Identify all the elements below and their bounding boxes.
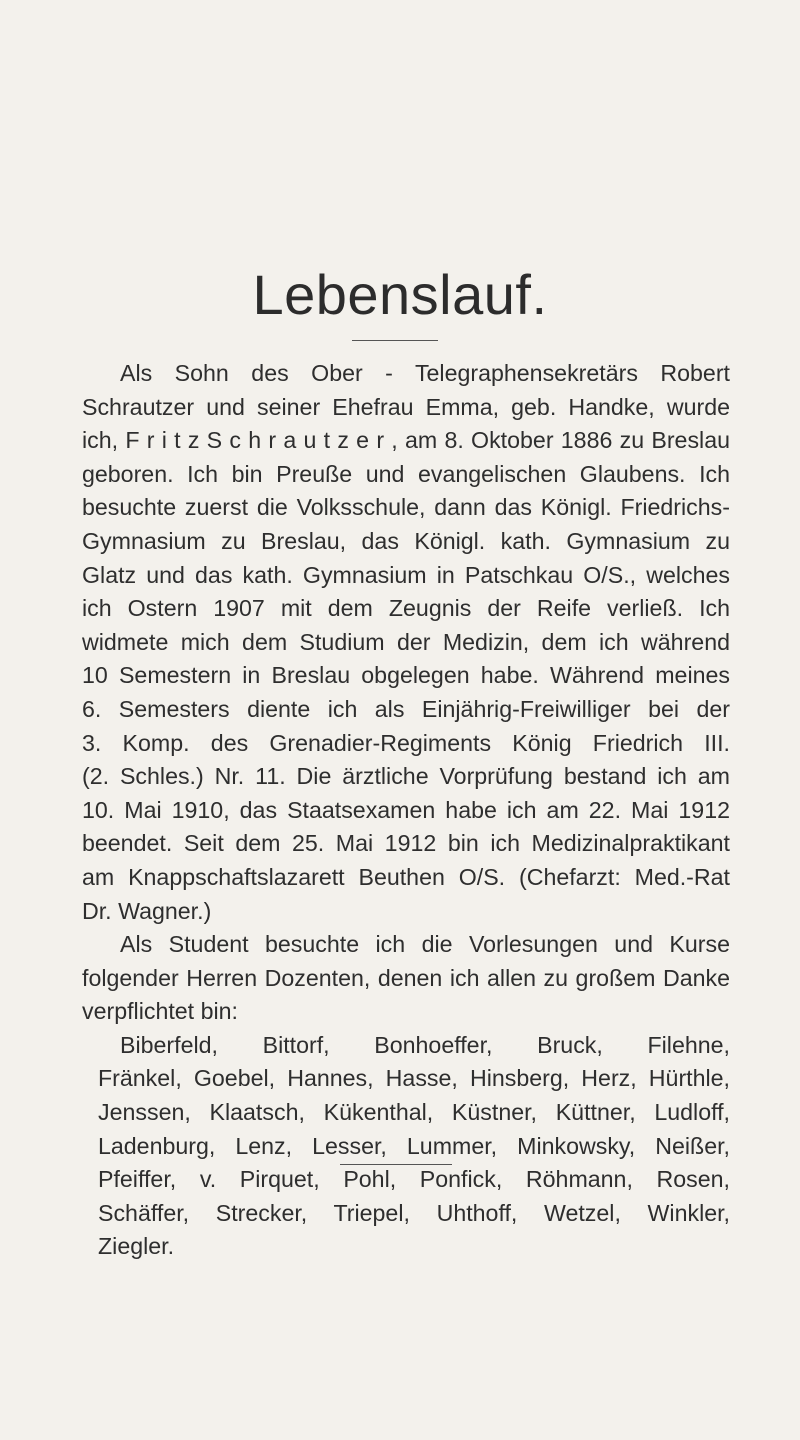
text-line: verpflichtet bin: [82,998,238,1025]
text-line: beendet. Seit dem 25. Mai 1912 bin ich Medizinalpraktikant [82,830,730,857]
text-line: ich Ostern 1907 mit dem Zeugnis der Reife verließ. Ich [82,595,730,622]
text-line: Dr. Wagner.) [82,897,212,924]
lecturer-names-line: Schäffer, Strecker, Triepel, Uhthoff, Wetzel, Winkler, [98,1199,730,1226]
text-line: folgender Herren Dozenten, denen ich allen zu großem Danke [82,964,730,991]
text-line: 3. Komp. des Grenadier-Regiments König Friedrich III. [82,729,730,756]
lecturer-names-line: Ziegler. [98,1233,175,1260]
text-line: Glatz und das kath. Gymnasium in Patschkau O/S., welches [82,561,730,588]
lecturer-names-line: Ladenburg, Lenz, Lesser, Lummer, Minkowsky, Neißer, [98,1132,730,1159]
title-divider [352,340,438,341]
lecturer-names-line: Fränkel, Goebel, Hannes, Hasse, Hinsberg, Herz, Hürthle, [98,1065,730,1092]
text-line: Als Student besuchte ich die Vorlesungen und Kurse [120,931,730,958]
document-title: Lebenslauf. [252,263,548,326]
text-line: am Knappschaftslazarett Beuthen O/S. (Chefarzt: Med.-Rat [82,863,730,890]
text-line: (2. Schles.) Nr. 11. Die ärztliche Vorprüfung bestand ich am [82,763,730,790]
lecturer-names-line: Pfeiffer, v. Pirquet, Pohl, Ponfick, Röhmann, Rosen, [98,1166,730,1193]
text-line: Schrautzer und seiner Ehefrau Emma, geb. Handke, wurde [82,393,730,420]
text-line: 6. Semesters diente ich als Einjährig-Freiwilliger bei der [82,695,730,722]
text-line: 10 Semestern in Breslau obgelegen habe. Während meines [82,662,730,689]
text-line: widmete mich dem Studium der Medizin, dem ich während [82,628,730,655]
text-line: besuchte zuerst die Volksschule, dann das Königl. Friedrichs- [82,494,730,521]
text-line: 10. Mai 1910, das Staatsexamen habe ich am 22. Mai 1912 [82,796,730,823]
lecturer-names-line: Jenssen, Klaatsch, Kükenthal, Küstner, Küttner, Ludloff, [98,1099,730,1126]
text-line: Gymnasium zu Breslau, das Königl. kath. Gymnasium zu [82,527,730,554]
text-line: Als Sohn des Ober - Telegraphensekretärs Robert [120,360,730,386]
text-line: ich, F r i t z S c h r a u t z e r , am 8. Oktober 1886 zu Breslau [82,427,730,454]
closing-divider [340,1164,452,1165]
biography-text [82,357,730,1264]
lecturer-names-line: Biberfeld, Bittorf, Bonhoeffer, Bruck, Filehne, [120,1031,730,1058]
text-line: geboren. Ich bin Preuße und evangelischen Glaubens. Ich [82,460,730,487]
